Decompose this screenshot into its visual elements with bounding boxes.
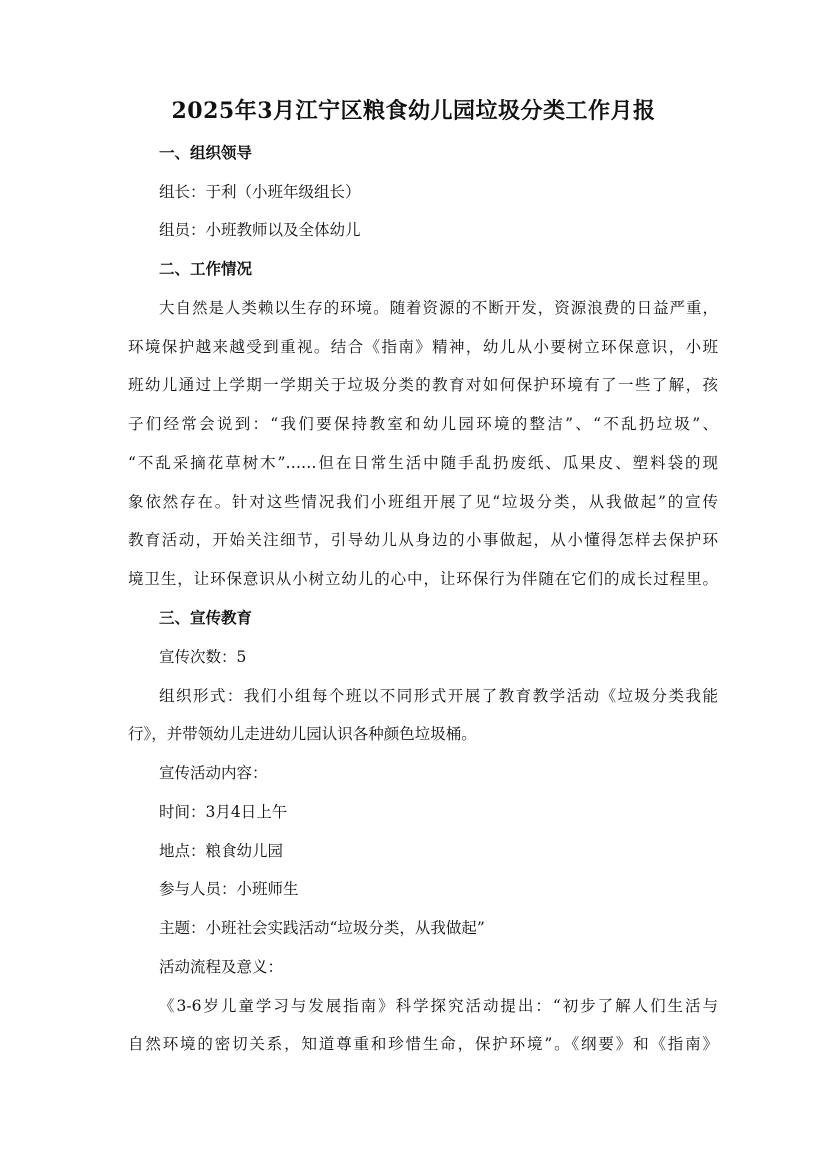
content-label: 宣传活动内容：	[159, 764, 268, 782]
publicity-count: 宣传次数：5	[159, 648, 247, 666]
form-line: 组织形式：我们小组每个班以不同形式开展了教育教学活动《垃圾分类我能	[159, 687, 718, 705]
form-line: 行》，并带领幼儿走进幼儿园认识各种颜色垃圾桶。	[128, 725, 477, 743]
leader-line: 组长：于利（小班年级组长）	[159, 183, 361, 201]
paragraph-line: 环境保护越来越受到重视。结合《指南》精神，幼儿从小要树立环保意识，小班	[128, 338, 718, 356]
place-line: 地点：粮食幼儿园	[159, 842, 284, 860]
flow-line: 《3-6岁儿童学习与发展指南》科学探究活动提出：“初步了解人们生活与	[159, 997, 718, 1015]
paragraph-line: 班幼儿通过上学期一学期关于垃圾分类的教育对如何保护环境有了一些了解，孩	[128, 376, 718, 394]
paragraph-line: 教育活动，开始关注细节，引导幼儿从身边的小事做起，从小懂得怎样去保护环	[128, 531, 718, 549]
paragraph-line: 大自然是人类赖以生存的环境。随着资源的不断开发，资源浪费的日益严重，	[159, 299, 718, 317]
members-line: 组员：小班教师以及全体幼儿	[159, 221, 361, 239]
document-title: 2025年3月江宁区粮食幼儿园垃圾分类工作月报	[171, 98, 656, 124]
time-line: 时间：3月4日上午	[159, 803, 288, 821]
people-line: 参与人员：小班师生	[159, 880, 299, 898]
section-heading-organization: 一、组织领导	[159, 143, 253, 162]
flow-line: 自然环境的密切关系，知道尊重和珍惜生命，保护环境”。《纲要》和《指南》	[128, 1035, 718, 1053]
paragraph-line: “不乱采摘花草树木”……但在日常生活中随手乱扔废纸、瓜果皮、塑料袋的现	[128, 454, 718, 472]
theme-line: 主题：小班社会实践活动“垃圾分类，从我做起”	[159, 919, 485, 937]
flow-label: 活动流程及意义：	[159, 958, 284, 976]
paragraph-line: 象依然存在。针对这些情况我们小班组开展了见“垃圾分类，从我做起”的宣传	[128, 493, 718, 511]
section-heading-publicity: 三、宣传教育	[159, 608, 253, 627]
paragraph-line: 子们经常会说到：“我们要保持教室和幼儿园环境的整洁”、“不乱扔垃圾”、	[128, 415, 718, 433]
paragraph-line: 境卫生，让环保意识从小树立幼儿的心中，让环保行为伴随在它们的成长过程里。	[128, 570, 718, 588]
section-heading-work: 二、工作情况	[159, 259, 253, 278]
